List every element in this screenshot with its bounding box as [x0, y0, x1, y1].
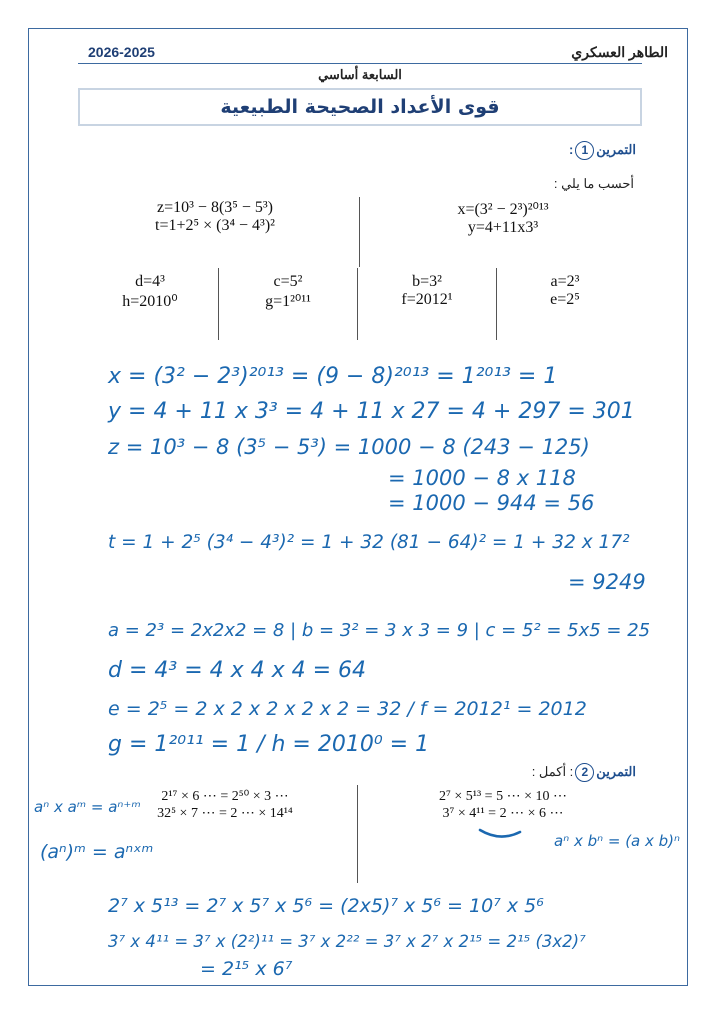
- expr-h: h=2010⁰: [122, 293, 178, 310]
- expr-x: x=(3² − 2³)²⁰¹³: [457, 201, 549, 218]
- expr-f: f=2012¹: [401, 291, 453, 308]
- teacher-name: الطاهر العسكري: [571, 44, 668, 60]
- ex2-left-line1: 2¹⁷ × 6 ⋯ = 2⁵⁰ × 3 ⋯: [161, 789, 289, 804]
- hand-ex2-line1: 2⁷ x 5¹³ = 2⁷ x 5⁷ x 5⁶ = (2x5)⁷ x 5⁶ = 10⁷ x 5⁶: [108, 895, 544, 917]
- school-year: 2026-2025: [88, 44, 155, 60]
- exercise-2-number: 2: [575, 763, 594, 782]
- hand-gh-line: g = 1²⁰¹¹ = 1 / h = 2010⁰ = 1: [108, 732, 430, 757]
- exercise-1-instruction: أحسب ما يلي :: [553, 176, 634, 191]
- hand-x-line: x = (3² − 2³)²⁰¹³ = (9 − 8)²⁰¹³ = 1²⁰¹³ = 1: [108, 364, 558, 389]
- exercise-2-instruction: : أكمل :: [531, 763, 574, 779]
- hand-z-line3: = 1000 − 944 = 56: [388, 491, 595, 515]
- expr-e: e=2⁵: [550, 291, 580, 308]
- expr-a: a=2³: [550, 273, 580, 290]
- hand-ex2-line3: = 2¹⁵ x 6⁷: [200, 958, 293, 980]
- expr-y: y=4+11x3³: [467, 219, 539, 236]
- grade-label: السابعة أساسي: [318, 67, 402, 82]
- hand-t-line1: t = 1 + 2⁵ (3⁴ − 4³)² = 1 + 32 (81 − 64)² = 1 + 32 x 17²: [108, 532, 630, 553]
- ex2-right-line2: 3⁷ × 4¹¹ = 2 ⋯ × 6 ⋯: [442, 806, 564, 821]
- exercise-1-label: التمرين: [596, 141, 636, 157]
- ink-underline: [480, 830, 520, 837]
- hand-z-line1: z = 10³ − 8 (3⁵ − 5³) = 1000 − 8 (243 − 125): [108, 435, 590, 459]
- hand-rule1: aⁿ x aᵐ = aⁿ⁺ᵐ: [34, 798, 141, 816]
- exercise-1-number: 1: [575, 141, 594, 160]
- hand-z-line2: = 1000 − 8 x 118: [388, 466, 576, 490]
- exercise-2-label: التمرين: [596, 763, 636, 779]
- hand-ef-line: e = 2⁵ = 2 x 2 x 2 x 2 x 2 = 32 / f = 2012¹ = 2012: [108, 698, 587, 720]
- expr-d: d=4³: [135, 273, 165, 290]
- expr-c: c=5²: [273, 273, 303, 290]
- ex2-left-line2: 32⁵ × 7 ⋯ = 2 ⋯ × 14¹⁴: [157, 806, 293, 821]
- hand-d-line: d = 4³ = 4 x 4 x 4 = 64: [108, 658, 367, 683]
- hand-abc-line: a = 2³ = 2x2x2 = 8 | b = 3² = 3 x 3 = 9 | c = 5² = 5x5 = 25: [108, 620, 651, 641]
- hand-y-line: y = 4 + 11 x 3³ = 4 + 11 x 27 = 4 + 297 = 301: [108, 399, 635, 424]
- hand-t-line2: = 9249: [568, 570, 646, 594]
- expr-b: b=3²: [412, 273, 442, 290]
- expr-z: z=10³ − 8(3⁵ − 5³): [157, 199, 273, 216]
- hand-ex2-line2: 3⁷ x 4¹¹ = 3⁷ x (2²)¹¹ = 3⁷ x 2²² = 3⁷ x 2⁷ x 2¹⁵ = 2¹⁵ (3x2)⁷: [108, 932, 586, 951]
- exercise-1-colon: :: [568, 141, 574, 157]
- hand-rule2: (aⁿ)ᵐ = aⁿˣᵐ: [40, 841, 154, 863]
- hand-rule3: aⁿ x bⁿ = (a x b)ⁿ: [554, 832, 681, 850]
- ex2-right-line1: 2⁷ × 5¹³ = 5 ⋯ × 10 ⋯: [439, 789, 567, 804]
- expr-t: t=1+2⁵ × (3⁴ − 4³)²: [155, 217, 275, 234]
- expr-g: g=1²⁰¹¹: [265, 293, 311, 310]
- page-title: قوى الأعداد الصحيحة الطبيعية: [220, 96, 500, 118]
